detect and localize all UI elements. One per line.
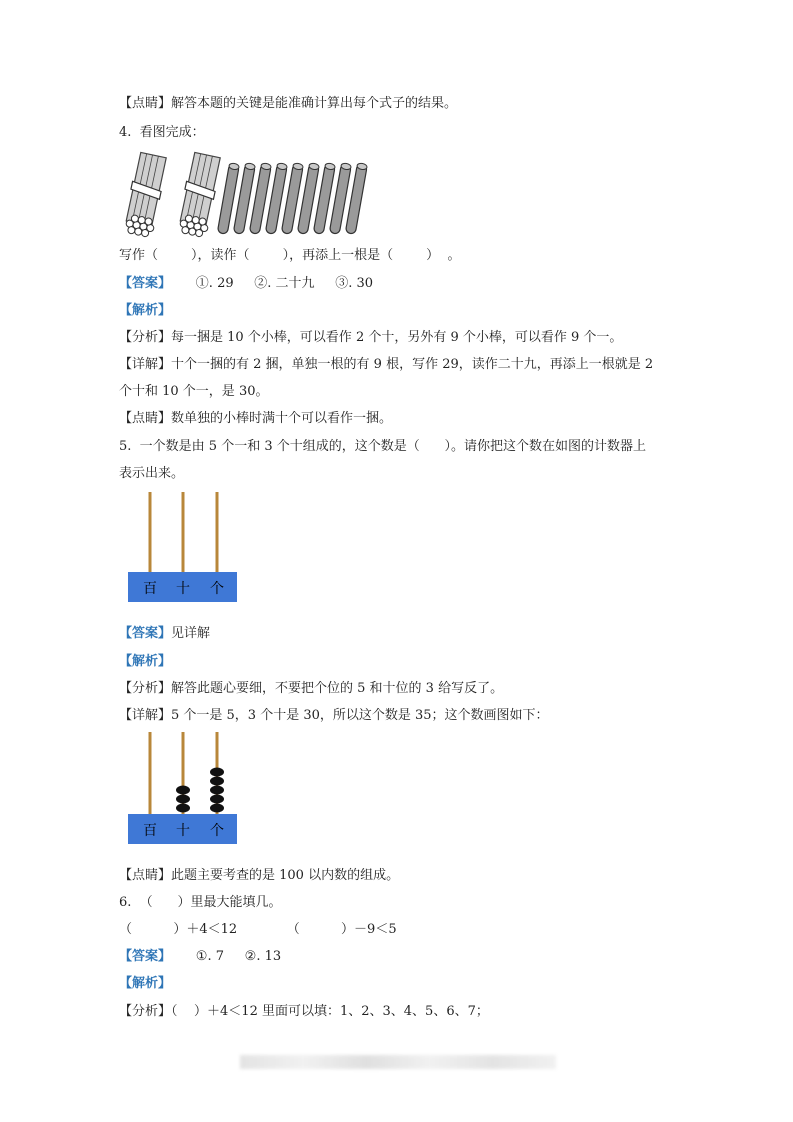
question-4: 4. 看图完成：: [119, 125, 205, 140]
sticks-figure: [119, 150, 389, 240]
detail-line-cont: 个十和 10 个一，是 30。: [119, 384, 269, 399]
abacus-rod: [216, 492, 219, 572]
abacus-filled: [128, 730, 238, 845]
analysis-line: 【分析】（ ）＋4＜12 里面可以填：1、2、3、4、5、6、7；: [119, 1004, 489, 1019]
abacus-rod: [149, 492, 152, 572]
abacus-label-ones: 个: [210, 823, 224, 839]
abacus-bead: [176, 786, 190, 795]
answer-text: ①. 29 ②. 二十九 ③. 30: [171, 276, 374, 291]
answer-tag: 【答案】: [119, 276, 172, 291]
answer-text: ①. 7 ②. 13: [171, 949, 282, 964]
answer-line-6: [119, 947, 281, 967]
analysis-tag: 【解析】: [119, 654, 172, 669]
abacus-rod: [182, 492, 185, 572]
abacus-label-tens: 十: [176, 823, 190, 839]
question-5: 5. 一个数是由 5 个一和 3 个十组成的，这个数是（ ）。请你把这个数在如图的计数器上: [119, 439, 647, 454]
abacus-label-ones: 个: [210, 581, 224, 597]
answer-text: 见详解: [171, 626, 211, 641]
answer-tag: 【答案】: [119, 949, 172, 964]
abacus-bead: [176, 795, 190, 804]
abacus-label-hundreds: 百: [143, 823, 157, 839]
question-5-cont: 表示出来。: [119, 466, 185, 481]
answer-line-5: [119, 624, 210, 644]
analysis-tag: 【解析】: [119, 303, 172, 318]
abacus-bead: [210, 786, 224, 795]
detail-line: 【详解】5 个一是 5，3 个十是 30，所以这个数是 35；这个数画图如下：: [119, 708, 549, 723]
answer-tag: 【答案】: [119, 626, 172, 641]
question-4-blanks: 写作（ ），读作（ ），再添上一根是（ ） 。: [119, 248, 461, 263]
abacus-label-hundreds: 百: [143, 581, 157, 597]
detail-line: 【详解】十个一捆的有 2 捆，单独一根的有 9 根，写作 29，读作二十九，再添上一根就是 2: [119, 357, 654, 372]
note-line-1: 【点睛】解答本题的关键是能准确计算出每个式子的结果。: [119, 96, 458, 111]
blurred-footer: [240, 1055, 556, 1069]
note-line: 【点睛】数单独的小棒时满十个可以看作一捆。: [119, 411, 393, 426]
abacus-rod: [149, 732, 152, 814]
question-6-blanks: （ ）＋4＜12 （ ）－9＜5: [119, 922, 397, 937]
abacus-bead: [210, 795, 224, 804]
analysis-tag: 【解析】: [119, 976, 172, 991]
note-line: 【点睛】此题主要考查的是 100 以内数的组成。: [119, 868, 400, 883]
abacus-bead: [210, 804, 224, 813]
stick-bundle: [122, 152, 169, 238]
answer-line-4: [119, 274, 373, 294]
abacus-bead: [176, 804, 190, 813]
abacus-label-tens: 十: [176, 581, 190, 597]
abacus-bead: [210, 777, 224, 786]
stick-bundle: [176, 152, 223, 238]
single-sticks: [217, 163, 367, 235]
abacus-bead: [210, 768, 224, 777]
question-6: 6. （ ）里最大能填几。: [119, 895, 282, 910]
abacus-empty: [128, 490, 238, 605]
analysis-line: 【分析】解答此题心要细，不要把个位的 5 和十位的 3 给写反了。: [119, 681, 504, 696]
analysis-line: 【分析】每一捆是 10 个小棒，可以看作 2 个十，另外有 9 个小棒，可以看作 9 个一。: [119, 330, 623, 345]
